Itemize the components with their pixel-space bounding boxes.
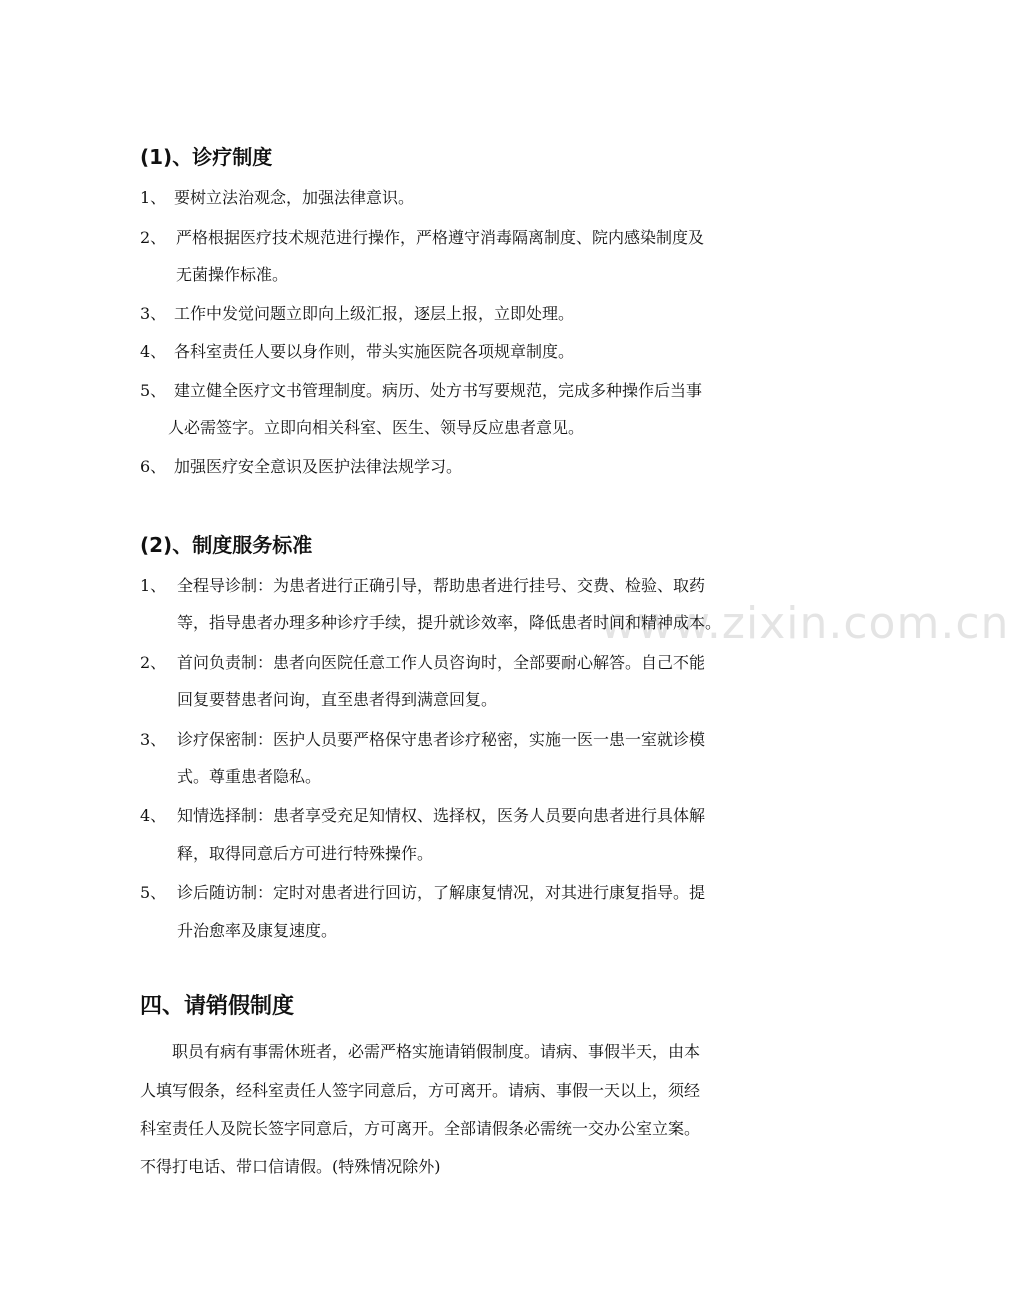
item-number: 3、 bbox=[140, 304, 167, 323]
watermark: www.zixin.com.cn bbox=[600, 598, 1009, 649]
item-text: 要树立法治观念，加强法律意识。 bbox=[174, 188, 415, 207]
item-number: 4、 bbox=[140, 806, 167, 825]
item-number: 4、 bbox=[140, 342, 167, 361]
item-number: 1、 bbox=[140, 188, 167, 207]
item-number: 5、 bbox=[140, 381, 167, 400]
item-text: 诊疗保密制：医护人员要严格保守患者诊疗秘密，实施一医一患一室就诊模 bbox=[177, 730, 706, 749]
paragraph-line: 不得打电话、带口信请假。(特殊情况除外) bbox=[140, 1157, 441, 1176]
item-text: 等，指导患者办理多种诊疗手续，提升就诊效率，降低患者时间和精神成本。 bbox=[177, 613, 722, 632]
item-number: 6、 bbox=[140, 457, 167, 476]
item-text: 建立健全医疗文书管理制度。病历、处方书写要规范，完成多种操作后当事 bbox=[174, 381, 703, 400]
section-heading-service-standards: (2)、制度服务标准 bbox=[140, 533, 313, 557]
paragraph-line: 职员有病有事需休班者，必需严格实施请销假制度。请病、事假半天，由本 bbox=[172, 1042, 701, 1061]
item-text: 首问负责制：患者向医院任意工作人员咨询时，全部要耐心解答。自己不能 bbox=[177, 653, 706, 672]
item-text: 式。尊重患者隐私。 bbox=[177, 767, 322, 786]
item-text: 回复要替患者问询，直至患者得到满意回复。 bbox=[177, 690, 498, 709]
item-text: 释，取得同意后方可进行特殊操作。 bbox=[177, 844, 434, 863]
item-text: 全程导诊制：为患者进行正确引导，帮助患者进行挂号、交费、检验、取药 bbox=[177, 576, 706, 595]
paragraph-line: 人填写假条，经科室责任人签字同意后，方可离开。请病、事假一天以上，须经 bbox=[140, 1081, 701, 1100]
item-number: 1、 bbox=[140, 576, 167, 595]
item-number: 5、 bbox=[140, 883, 167, 902]
item-text: 升治愈率及康复速度。 bbox=[177, 921, 338, 940]
section-heading-leave-policy: 四、请销假制度 bbox=[140, 994, 295, 1019]
item-number: 3、 bbox=[140, 730, 167, 749]
item-text: 人必需签字。立即向相关科室、医生、领导反应患者意见。 bbox=[168, 418, 585, 437]
item-text: 严格根据医疗技术规范进行操作，严格遵守消毒隔离制度、院内感染制度及 bbox=[176, 228, 705, 247]
item-text: 工作中发觉问题立即向上级汇报，逐层上报，立即处理。 bbox=[174, 304, 575, 323]
item-text: 诊后随访制：定时对患者进行回访，了解康复情况，对其进行康复指导。提 bbox=[177, 883, 706, 902]
item-text: 各科室责任人要以身作则，带头实施医院各项规章制度。 bbox=[174, 342, 575, 361]
paragraph-line: 科室责任人及院长签字同意后，方可离开。全部请假条必需统一交办公室立案。 bbox=[140, 1119, 701, 1138]
item-number: 2、 bbox=[140, 228, 167, 247]
item-text: 知情选择制：患者享受充足知情权、选择权，医务人员要向患者进行具体解 bbox=[177, 806, 706, 825]
item-number: 2、 bbox=[140, 653, 167, 672]
section-heading-diagnosis: (1)、诊疗制度 bbox=[140, 145, 273, 169]
item-text: 无菌操作标准。 bbox=[176, 265, 289, 284]
item-text: 加强医疗安全意识及医护法律法规学习。 bbox=[174, 457, 463, 476]
